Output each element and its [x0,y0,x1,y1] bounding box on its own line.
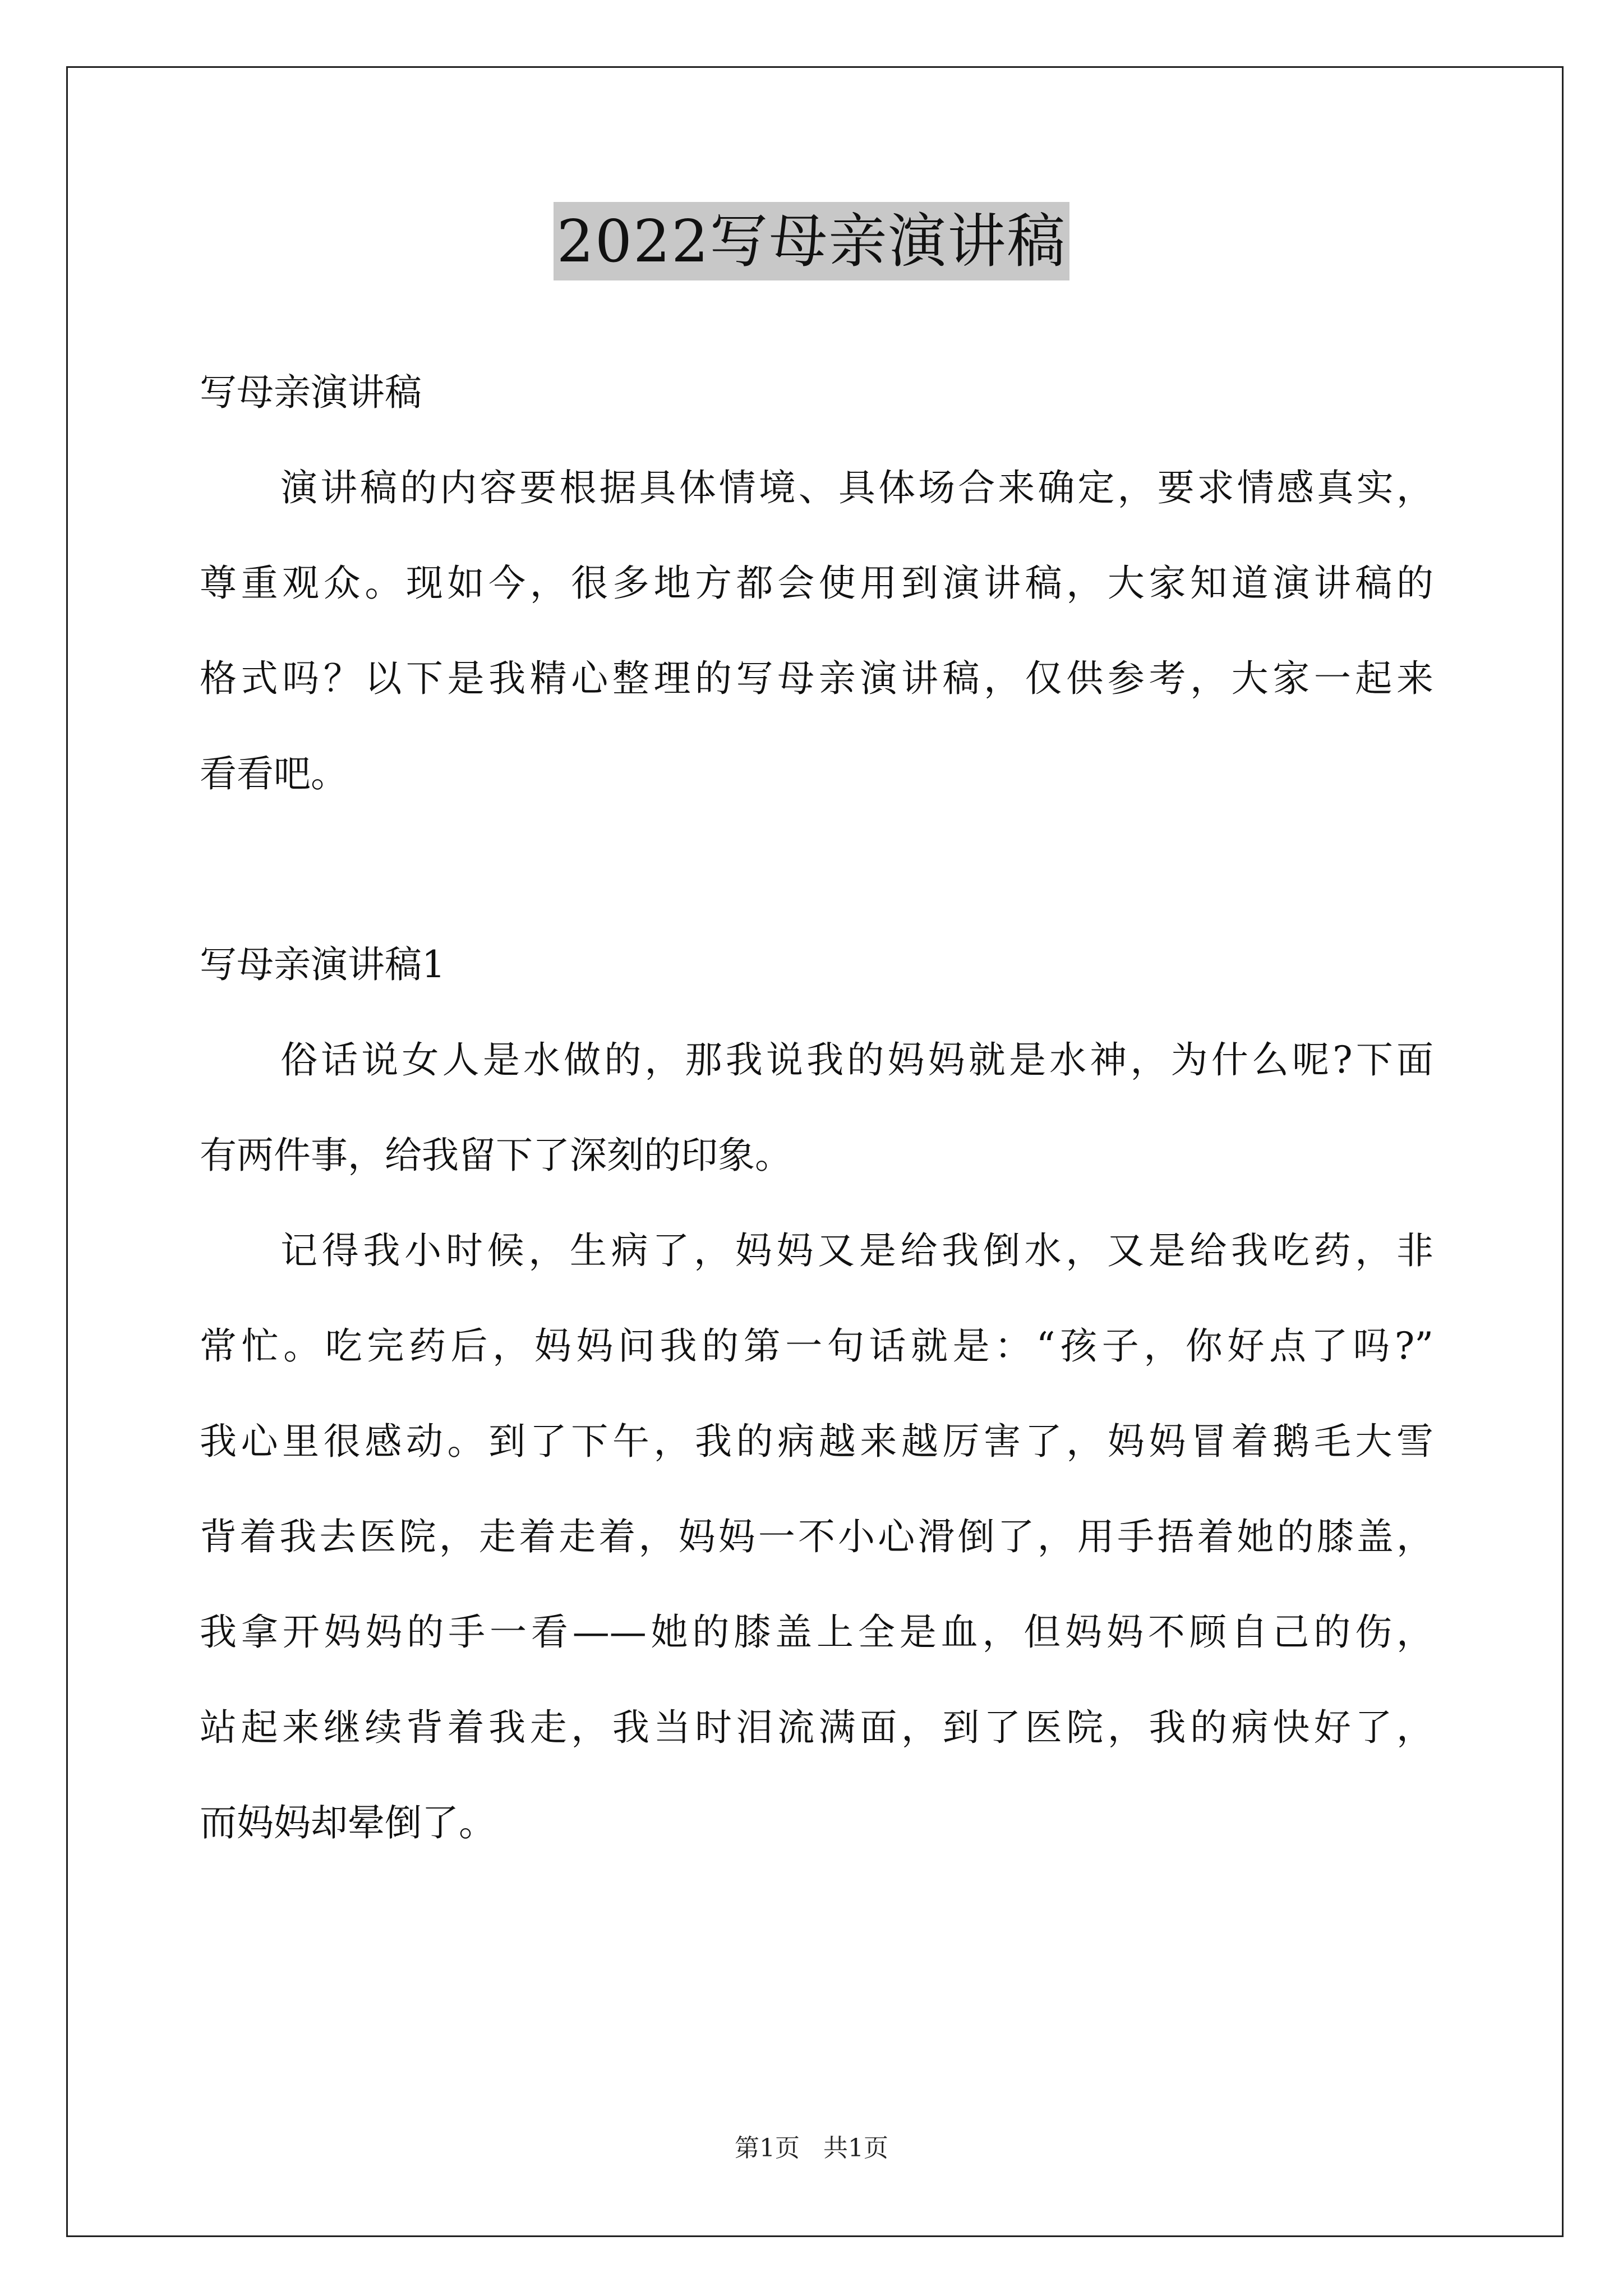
paragraph-1-line: 有两件事，给我留下了深刻的印象。 [200,1134,792,1177]
paragraph-2-line: 我拿开妈妈的手一看——她的膝盖上全是血，但妈妈不顾自己的伤， [200,1611,1433,1654]
intro-line: 尊重观众。现如今，很多地方都会使用到演讲稿，大家知道演讲稿的 [200,562,1433,605]
paragraph-2-line: 常忙。吃完药后，妈妈问我的第一句话就是：“孩子，你好点了吗?” [200,1324,1433,1368]
document-title: 2022写母亲演讲稿 [554,202,1070,280]
intro-line: 看看吧。 [200,752,348,795]
paragraph-1-line: 俗话说女人是水做的，那我说我的妈妈就是水神，为什么呢?下面 [280,1038,1433,1082]
paragraph-2-line: 而妈妈却晕倒了。 [200,1801,496,1844]
document-body [200,345,1433,1871]
paragraph-2-line: 记得我小时候，生病了，妈妈又是给我倒水，又是给我吃药，非 [280,1229,1433,1272]
intro-heading: 写母亲演讲稿 [200,371,422,414]
section-heading: 写母亲演讲稿1 [200,943,445,986]
intro-line: 格式吗？以下是我精心整理的写母亲演讲稿，仅供参考，大家一起来 [200,657,1433,700]
page-number-current: 第1页 [735,2134,800,2162]
paragraph-2-line: 我心里很感动。到了下午，我的病越来越厉害了，妈妈冒着鹅毛大雪 [200,1420,1433,1463]
page-footer [0,2132,1623,2165]
title-area [0,202,1623,280]
intro-line: 演讲稿的内容要根据具体情境、具体场合来确定，要求情感真实， [280,466,1433,509]
section-spacer [200,822,1433,917]
paragraph-2-line: 背着我去医院，走着走着，妈妈一不小心滑倒了，用手捂着她的膝盖， [200,1515,1433,1558]
paragraph-2-line: 站起来继续背着我走，我当时泪流满面，到了医院，我的病快好了， [200,1706,1433,1749]
page-number-total: 共1页 [823,2134,888,2162]
